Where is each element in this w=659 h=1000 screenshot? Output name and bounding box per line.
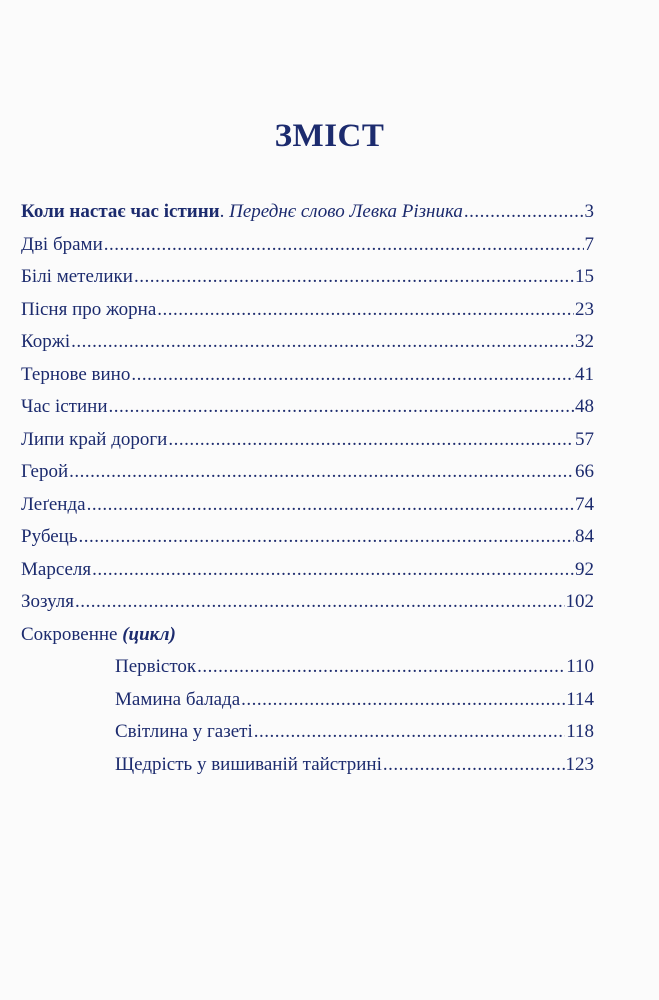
- toc-entry-label: Марселя: [21, 558, 92, 580]
- toc-page-number: 48: [575, 396, 594, 417]
- toc-page-number: 15: [575, 266, 594, 287]
- toc-page-number: 66: [575, 461, 594, 482]
- toc-page-number: 84: [575, 526, 594, 547]
- toc-page-number: 102: [565, 591, 594, 612]
- toc-entry: [21, 489, 594, 522]
- toc-entry: [21, 326, 594, 359]
- table-of-contents: [21, 196, 594, 781]
- dot-leader: [75, 586, 564, 619]
- toc-entry-label: Леґенда: [21, 493, 86, 515]
- dot-leader: [104, 229, 584, 262]
- toc-entry-label: Дві брами: [21, 233, 103, 255]
- toc-page-number: 110: [566, 656, 594, 677]
- dot-leader: [197, 651, 565, 684]
- dot-leader: [92, 554, 574, 587]
- toc-page-number: 74: [575, 493, 594, 515]
- toc-page-number: 118: [566, 721, 594, 742]
- toc-page-number: 114: [566, 688, 594, 710]
- toc-page-number: 3: [584, 201, 594, 222]
- toc-entry-label: Первісток: [115, 656, 197, 677]
- toc-cycle-heading: [21, 619, 594, 652]
- dot-leader: [108, 391, 574, 424]
- toc-entry-subtitle: Переднє слово Левка Різника: [229, 201, 463, 222]
- toc-subentry: [115, 684, 594, 717]
- toc-page-number: 32: [575, 331, 594, 352]
- toc-entry-separator: .: [219, 201, 230, 222]
- toc-page-number: 123: [565, 753, 594, 775]
- dot-leader: [464, 196, 584, 229]
- toc-entry-label: Герой: [21, 461, 69, 482]
- dot-leader: [254, 716, 565, 749]
- toc-page-number: 23: [575, 298, 594, 320]
- toc-entry-label: Пісня про жорна: [21, 298, 157, 320]
- toc-subentry: [115, 716, 594, 749]
- toc-entry-label: [21, 196, 463, 229]
- toc-entry: [21, 359, 594, 392]
- toc-entry-bold-title: Коли настає час істини: [21, 201, 220, 222]
- toc-entry-label: Липи край дороги: [21, 428, 168, 450]
- toc-entry: [21, 261, 594, 294]
- toc-entry-label: Щедрість у вишиваній тайстрині: [115, 753, 382, 775]
- dot-leader: [383, 749, 565, 782]
- toc-entry-label: Рубець: [21, 526, 78, 547]
- toc-entry: [21, 586, 594, 619]
- toc-entry: [21, 521, 594, 554]
- dot-leader: [87, 489, 574, 522]
- toc-entry: [21, 391, 594, 424]
- toc-page-number: 92: [575, 558, 594, 580]
- toc-entry-label: Світлина у газеті: [115, 721, 253, 742]
- toc-entry-label: Білі метелики: [21, 266, 133, 287]
- dot-leader: [168, 424, 574, 457]
- toc-entry-foreword: [21, 196, 594, 229]
- dot-leader: [79, 521, 575, 554]
- toc-entry-label: Час істини: [21, 396, 108, 417]
- toc-subentry: [115, 651, 594, 684]
- dot-leader: [131, 359, 574, 392]
- toc-page-number: 7: [584, 233, 594, 255]
- toc-entry-label: Тернове вино: [21, 363, 131, 385]
- toc-entry: [21, 229, 594, 262]
- toc-subentry: [115, 749, 594, 782]
- toc-cycle-title: Сокровенне: [21, 623, 118, 645]
- toc-entry-label: Коржі: [21, 331, 71, 352]
- toc-entry: [21, 554, 594, 587]
- toc-entry: [21, 456, 594, 489]
- toc-cycle-note: (цикл): [122, 623, 176, 645]
- dot-leader: [134, 261, 574, 294]
- toc-entry-label: Зозуля: [21, 591, 75, 612]
- toc-entry-label: Мамина балада: [115, 688, 241, 710]
- toc-page-number: 41: [575, 363, 594, 385]
- dot-leader: [69, 456, 574, 489]
- toc-page-number: 57: [575, 428, 594, 450]
- page-title: ЗМІСТ: [274, 118, 385, 154]
- toc-entry: [21, 424, 594, 457]
- dot-leader: [71, 326, 574, 359]
- toc-entry: [21, 294, 594, 327]
- dot-leader: [241, 684, 565, 717]
- dot-leader: [157, 294, 574, 327]
